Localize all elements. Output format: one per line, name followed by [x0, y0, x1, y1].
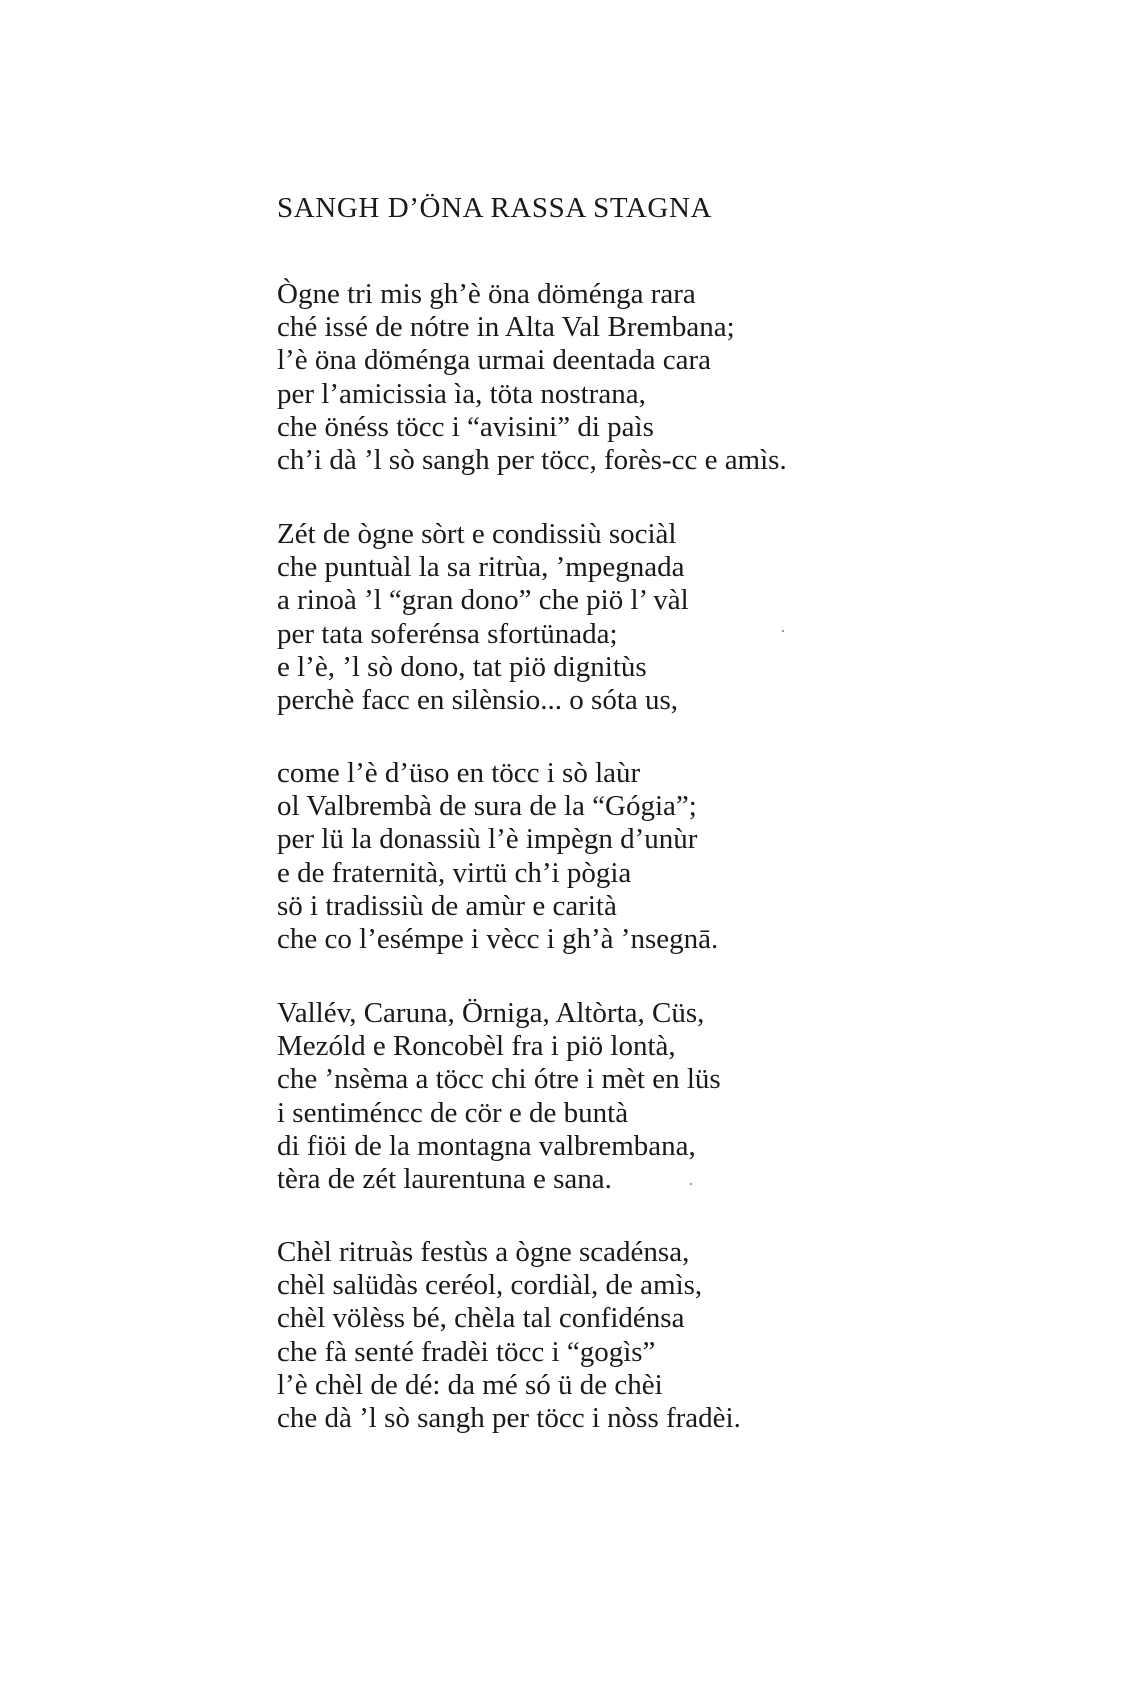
poem-line: chèl völèss bé, chèla tal confidénsa [277, 1302, 685, 1335]
poem-line: Vallév, Caruna, Örniga, Altòrta, Cüs, [277, 997, 705, 1029]
poem-line: come l’è d’üso en töcc i sò laùr [277, 757, 641, 789]
poem-line: sö i tradissiù de amùr e carità [277, 889, 617, 922]
poem-line: Zét de ògne sòrt e condissiù sociàl [277, 518, 677, 550]
poem-line: di fiöi de la montagna valbrembana, [277, 1129, 696, 1162]
poem-line: Mezóld e Roncobèl fra i piö lontà, [277, 1030, 676, 1063]
scan-speck [690, 1183, 692, 1185]
scan-speck [782, 630, 784, 632]
poem-line: Ògne tri mis gh’è öna döménga rara [277, 278, 696, 310]
poem-line: che fà senté fradèi töcc i “gogìs” [277, 1335, 656, 1368]
stanza-2 [277, 518, 1077, 717]
poem-line: tèra de zét laurentuna e sana. [277, 1163, 612, 1196]
poem-line: per tata soferénsa sfortünada; [277, 617, 618, 650]
poem-line: i sentiméncc de cör e de buntà [277, 1096, 629, 1129]
poem-line: che dà ’l sò sangh per töcc i nòss fradèi. [277, 1402, 741, 1435]
stanza-3 [277, 757, 1077, 956]
poem-line: per l’amicissia ìa, töta nostrana, [277, 377, 646, 410]
poem-line: e l’è, ’l sò dono, tat piö dignitùs [277, 650, 647, 683]
poem-line: Chèl ritruàs festùs a ògne scadénsa, [277, 1236, 690, 1268]
poem-line: che önéss töcc i “avisini” di paìs [277, 410, 654, 443]
stanza-4 [277, 997, 1077, 1196]
stanza-1 [277, 278, 1077, 477]
poem-line: chèl salüdàs ceréol, cordiàl, de amìs, [277, 1269, 703, 1302]
poem-line: l’è chèl de dé: da mé só ü de chèi [277, 1368, 663, 1401]
poem-line: che co l’esémpe i vècc i gh’à ’nsegnā. [277, 923, 719, 956]
poem-line: per lü la donassiù l’è impègn d’unùr [277, 823, 698, 856]
poem-title: SANGH D’ÖNA RASSA STAGNA [277, 192, 713, 224]
poem-line: perchè facc en silènsio... o sóta us, [277, 684, 679, 717]
poem-line: e de fraternità, virtü ch’i pògia [277, 856, 632, 889]
poem-line: a rinoà ’l “gran dono” che piö l’ vàl [277, 584, 689, 617]
stanza-5 [277, 1236, 1077, 1435]
poem-line: ché issé de nótre in Alta Val Brembana; [277, 311, 735, 344]
poem-line: l’è öna döménga urmai deentada cara [277, 344, 711, 377]
poem-line: ch’i dà ’l sò sangh per töcc, forès-cc e amìs. [277, 444, 787, 477]
poem-line: che puntuàl la sa ritrùa, ’mpegnada [277, 551, 685, 584]
poem-line: ol Valbrembà de sura de la “Gógia”; [277, 790, 697, 823]
poem-line: che ’nsèma a töcc chi ótre i mèt en lüs [277, 1063, 721, 1096]
